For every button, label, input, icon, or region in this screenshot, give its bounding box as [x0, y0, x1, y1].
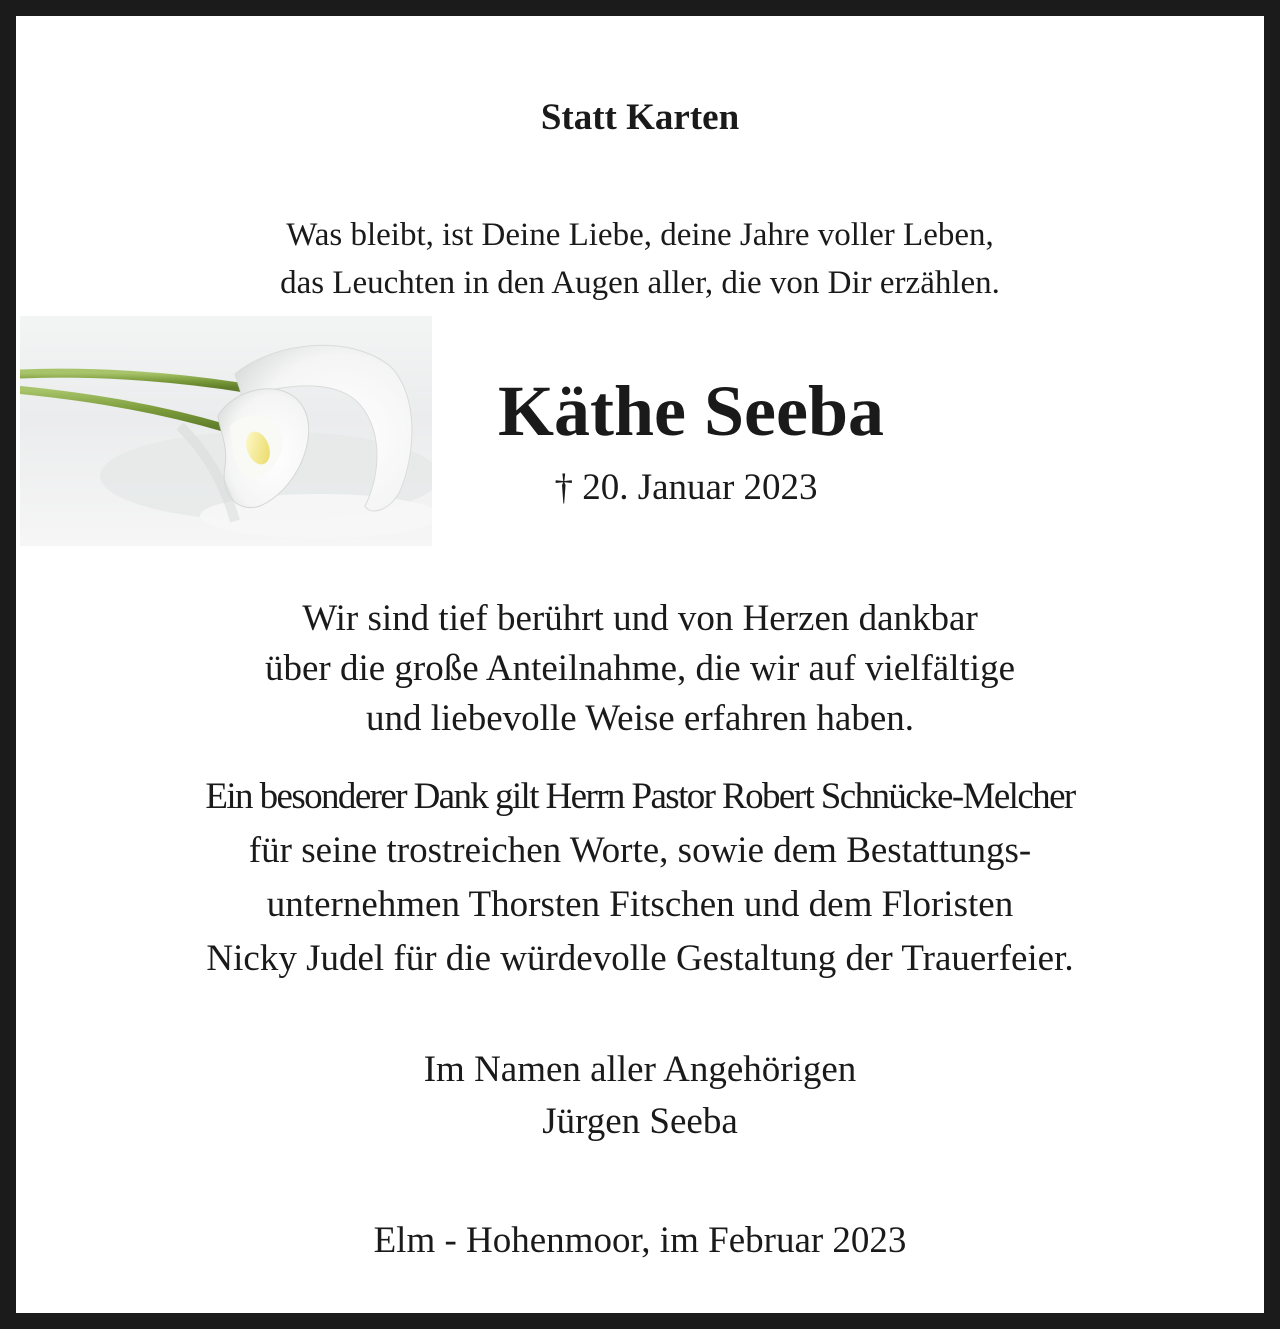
heading: Statt Karten — [540, 97, 740, 138]
deceased-name: Käthe Seeba — [498, 371, 884, 451]
motto-line: das Leuchten in den Augen aller, die von Dir erzählen. — [280, 265, 1000, 301]
special-thanks-line: Ein besonderer Dank gilt Herrn Pastor Robert Schnücke-Melcher — [205, 776, 1075, 817]
special-thanks-line: Nicky Judel für die würdevolle Gestaltung der Trauerfeier. — [206, 938, 1074, 979]
closing-line: Im Namen aller Angehörigen — [423, 1049, 857, 1090]
special-thanks-paragraph — [16, 770, 1264, 986]
special-thanks-line: für seine trostreichen Worte, sowie dem Bestattungs- — [248, 830, 1032, 871]
motto-line: Was bleibt, ist Deine Liebe, deine Jahre voller Leben, — [286, 217, 994, 253]
special-thanks-line: unternehmen Thorsten Fitschen und dem Floristen — [266, 884, 1014, 925]
thanks-line: Wir sind tief berührt und von Herzen dankbar — [302, 598, 978, 639]
thanks-line: über die große Anteilnahme, die wir auf vielfältige — [264, 648, 1015, 689]
motto-verse — [16, 211, 1264, 307]
calla-lily-image — [20, 316, 432, 546]
signature-block — [16, 1044, 1264, 1148]
thanks-line: und liebevolle Weise erfahren haben. — [365, 698, 915, 739]
signatory-name: Jürgen Seeba — [542, 1101, 738, 1142]
death-date: † 20. Januar 2023 — [554, 467, 818, 508]
place-and-date: Elm - Hohenmoor, im Februar 2023 — [373, 1220, 907, 1261]
thanks-paragraph — [16, 594, 1264, 744]
